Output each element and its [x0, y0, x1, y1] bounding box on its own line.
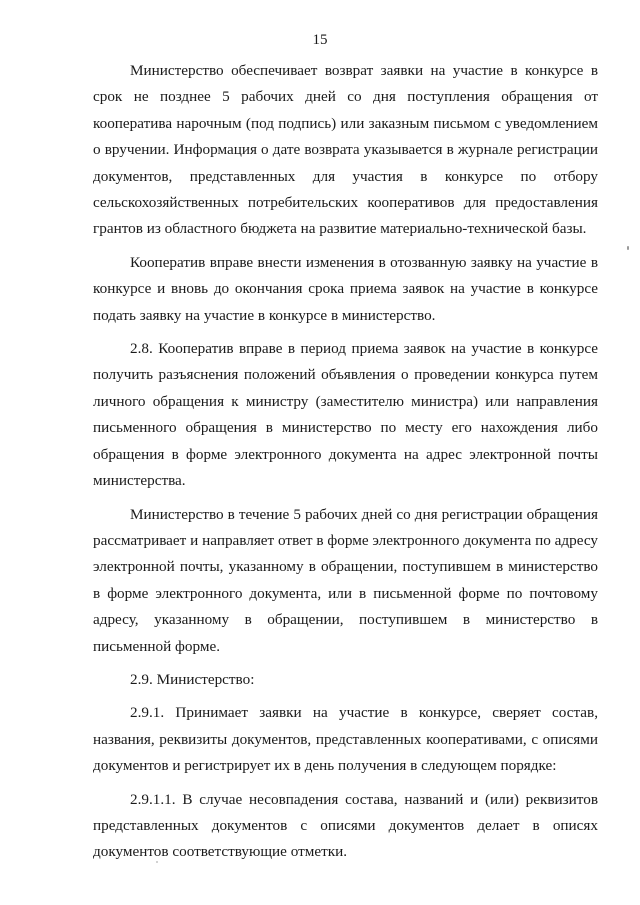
- paragraph-2-8-clarifications: 2.8. Кооператив вправе в период приема заявок на участие в конкурсе получить разъяснения положений объявления о проведении конкурса путем личного обращения к министру (заместителю министра) или направления письменного обращения в министерство по месту его нахождения либо обращения в форме электронного документа на адрес электронной почты министерства.: [93, 340, 598, 490]
- paragraph-ministry-response: Министерство в течение 5 рабочих дней со дня регистрации обращения рассматривает и направляет ответ в форме электронного документа по адресу электронной почты, указанному в обращении, поступившем в министерство в форме электронного документа, или в письменной форме по почтовому адресу, указанному в обращении, поступившем в министерство в письменной форме.: [93, 505, 598, 655]
- scan-speck: [627, 246, 629, 250]
- document-body: [93, 58, 598, 873]
- paragraph-2-9-1-accepts-applications: 2.9.1. Принимает заявки на участие в конкурсе, сверяет состав, названия, реквизиты документов, представленных кооперативами, с описями документов и регистрирует их в день получения в следующем порядке:: [93, 704, 598, 775]
- paragraph-amend-withdrawn-application: Кооператив вправе внести изменения в отозванную заявку на участие в конкурсе и вновь до окончания срока приема заявок на участие в конкурсе подать заявку на участие в конкурсе в министерство.: [93, 253, 598, 324]
- paragraph-return-of-application: Министерство обеспечивает возврат заявки на участие в конкурсе в срок не позднее 5 рабочих дней со дня поступления обращения от кооператива нарочным (под подпись) или заказным письмом с уведомлением о вручении. Информация о дате возврата указывается в журнале регистрации документов, представленных для участия в конкурсе по отбору сельскохозяйственных потребительских кооперативов для предоставления грантов из областного бюджета на развитие материально-технической базы.: [93, 62, 598, 238]
- paragraph-2-9-1-1-mismatch: 2.9.1.1. В случае несовпадения состава, названий и (или) реквизитов представленных документов с описями документов делает в описях документов соответствующие отметки.: [93, 790, 598, 861]
- scan-speck: [156, 861, 158, 863]
- page-number: 15: [312, 32, 328, 48]
- paragraph-2-9-ministry: 2.9. Министерство:: [130, 670, 255, 688]
